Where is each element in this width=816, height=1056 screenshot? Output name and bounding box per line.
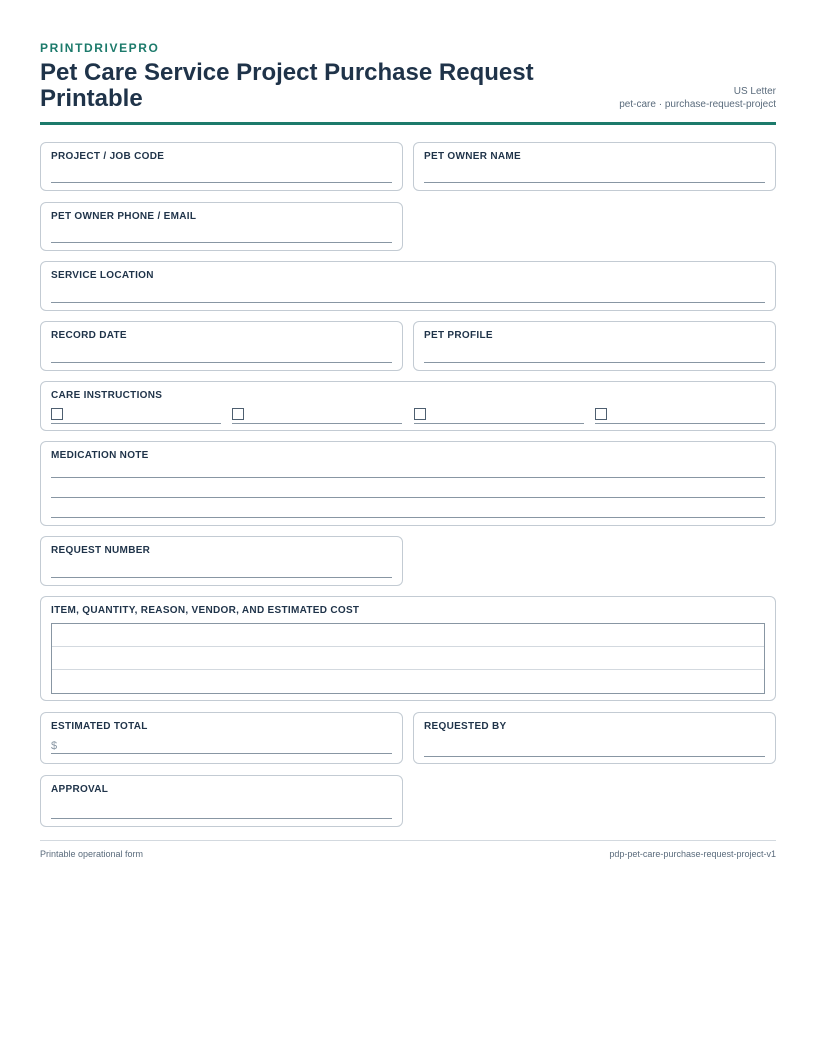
footer-form-id: pdp-pet-care-purchase-request-project-v1: [609, 849, 776, 859]
care-checkbox-4[interactable]: [595, 408, 607, 420]
request-number-label: REQUEST NUMBER: [51, 545, 151, 556]
care-option-line-2[interactable]: [232, 423, 402, 424]
care-option-4: [595, 408, 765, 424]
care-option-line-1[interactable]: [51, 423, 221, 424]
service-location-input[interactable]: [51, 302, 765, 303]
pet-profile-label: PET PROFILE: [424, 330, 493, 341]
header-rule: [40, 122, 776, 125]
pet-owner-contact-field: [40, 202, 403, 251]
project-code-input[interactable]: [51, 182, 392, 183]
requested-by-input[interactable]: [424, 756, 765, 757]
requested-by-field: [413, 712, 776, 764]
service-location-label: SERVICE LOCATION: [51, 270, 154, 281]
record-date-field: [40, 321, 403, 371]
footer-rule: [40, 840, 776, 841]
items-field: [40, 596, 776, 701]
care-checkbox-2[interactable]: [232, 408, 244, 420]
medication-note-field: [40, 441, 776, 526]
request-number-input[interactable]: [51, 577, 392, 578]
pet-owner-contact-input[interactable]: [51, 242, 392, 243]
approval-input[interactable]: [51, 818, 392, 819]
medication-note-line-3[interactable]: [51, 517, 765, 518]
service-location-field: [40, 261, 776, 311]
estimated-total-field: [40, 712, 403, 764]
items-table: [51, 623, 765, 694]
record-date-label: RECORD DATE: [51, 330, 127, 341]
items-row-3[interactable]: [52, 670, 764, 693]
care-option-1: [51, 408, 221, 424]
estimated-total-input[interactable]: [51, 753, 392, 754]
requested-by-label: REQUESTED BY: [424, 721, 507, 732]
medication-note-line-2[interactable]: [51, 497, 765, 498]
approval-field: [40, 775, 403, 827]
approval-label: APPROVAL: [51, 784, 109, 795]
footer-left-text: Printable operational form: [40, 849, 144, 859]
record-date-input[interactable]: [51, 362, 392, 363]
pet-owner-name-field: [413, 142, 776, 191]
pet-owner-name-label: PET OWNER NAME: [424, 151, 521, 162]
medication-note-line-1[interactable]: [51, 477, 765, 478]
estimated-total-label: ESTIMATED TOTAL: [51, 721, 148, 732]
care-instructions-field: [40, 381, 776, 431]
medication-note-label: MEDICATION NOTE: [51, 450, 149, 461]
request-number-field: [40, 536, 403, 586]
items-row-1[interactable]: [52, 624, 764, 647]
pet-profile-input[interactable]: [424, 362, 765, 363]
currency-symbol: $: [51, 740, 58, 752]
paper-size: US Letter: [733, 86, 776, 97]
project-code-field: [40, 142, 403, 191]
page-meta: [619, 85, 776, 111]
project-code-label: PROJECT / JOB CODE: [51, 151, 165, 162]
care-option-3: [414, 408, 584, 424]
care-instructions-label: CARE INSTRUCTIONS: [51, 390, 163, 401]
pet-owner-contact-label: PET OWNER PHONE / EMAIL: [51, 211, 197, 222]
care-checkbox-1[interactable]: [51, 408, 63, 420]
care-checkbox-3[interactable]: [414, 408, 426, 420]
page-title: Pet Care Service Project Purchase Request Printable: [40, 59, 534, 112]
form-tags: pet-care · purchase-request-project: [619, 99, 776, 110]
items-row-2[interactable]: [52, 647, 764, 670]
pet-owner-name-input[interactable]: [424, 182, 765, 183]
care-option-line-3[interactable]: [414, 423, 584, 424]
brand-name: PRINTDRIVEPRO: [40, 41, 160, 55]
care-option-line-4[interactable]: [595, 423, 765, 424]
items-label: ITEM, QUANTITY, REASON, VENDOR, AND ESTIMATED COST: [51, 605, 360, 616]
care-option-2: [232, 408, 402, 424]
pet-profile-field: [413, 321, 776, 371]
